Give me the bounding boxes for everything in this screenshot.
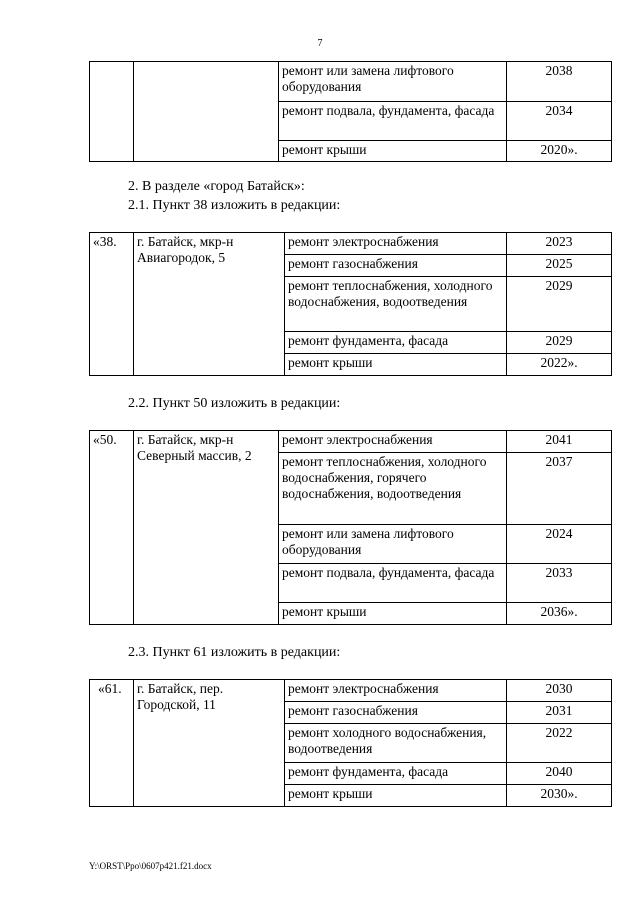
work-cell: ремонт электроснабжения <box>279 431 507 453</box>
work-cell: ремонт крыши <box>285 354 507 376</box>
work-cell: ремонт фундамента, фасада <box>285 763 507 785</box>
item-number: «61. <box>90 680 134 807</box>
address-cell <box>134 62 279 162</box>
paragraph-2-1: 2.1. Пункт 38 изложить в редакции: <box>128 198 341 213</box>
work-cell: ремонт или замена лифтового оборудования <box>279 62 507 102</box>
work-cell: ремонт теплоснабжения, холодного водоснабжения, горячего водоснабжения, водоотведения <box>279 453 507 525</box>
year-cell: 2030 <box>507 680 612 702</box>
item-number: «38. <box>90 233 134 376</box>
work-cell: ремонт газоснабжения <box>285 702 507 724</box>
year-cell: 2041 <box>507 431 612 453</box>
work-cell: ремонт крыши <box>279 141 507 162</box>
num-cell <box>90 62 134 162</box>
work-cell: ремонт или замена лифтового оборудования <box>279 525 507 564</box>
year-cell: 2022 <box>507 724 612 763</box>
footer-file-path: Y:\ORST\Ppo\0607p421.f21.docx <box>89 861 212 871</box>
year-cell: 2029 <box>507 332 612 354</box>
year-cell: 2020». <box>507 141 612 162</box>
year-cell: 2038 <box>507 62 612 102</box>
item-number: «50. <box>90 431 134 625</box>
year-cell: 2029 <box>507 277 612 332</box>
address-cell: г. Батайск, мкр-н Северный массив, 2 <box>134 431 279 625</box>
table-item-50 <box>89 430 612 625</box>
table-row <box>90 431 612 453</box>
work-cell: ремонт электроснабжения <box>285 680 507 702</box>
paragraph-2-2: 2.2. Пункт 50 изложить в редакции: <box>128 396 341 411</box>
table-row <box>90 62 612 102</box>
work-cell: ремонт электроснабжения <box>285 233 507 255</box>
work-cell: ремонт фундамента, фасада <box>285 332 507 354</box>
table-item-38 <box>89 232 612 376</box>
work-cell: ремонт крыши <box>279 603 507 625</box>
year-cell: 2036». <box>507 603 612 625</box>
table-item-61 <box>89 679 612 807</box>
paragraph-2-3: 2.3. Пункт 61 изложить в редакции: <box>128 645 341 660</box>
work-cell: ремонт холодного водоснабжения, водоотведения <box>285 724 507 763</box>
table-continuation <box>89 61 612 162</box>
year-cell: 2037 <box>507 453 612 525</box>
year-cell: 2034 <box>507 102 612 141</box>
work-cell: ремонт подвала, фундамента, фасада <box>279 102 507 141</box>
year-cell: 2022». <box>507 354 612 376</box>
work-cell: ремонт газоснабжения <box>285 255 507 277</box>
work-cell: ремонт крыши <box>285 785 507 807</box>
work-cell: ремонт подвала, фундамента, фасада <box>279 564 507 603</box>
page-number: 7 <box>317 38 323 49</box>
address-cell: г. Батайск, мкр-н Авиагородок, 5 <box>134 233 285 376</box>
year-cell: 2031 <box>507 702 612 724</box>
year-cell: 2024 <box>507 525 612 564</box>
year-cell: 2023 <box>507 233 612 255</box>
year-cell: 2040 <box>507 763 612 785</box>
table-row <box>90 233 612 255</box>
address-cell: г. Батайск, пер. Городской, 11 <box>134 680 285 807</box>
year-cell: 2025 <box>507 255 612 277</box>
table-row <box>90 680 612 702</box>
section-heading: 2. В разделе «город Батайск»: <box>128 179 305 194</box>
year-cell: 2030». <box>507 785 612 807</box>
year-cell: 2033 <box>507 564 612 603</box>
work-cell: ремонт теплоснабжения, холодного водоснабжения, водоотведения <box>285 277 507 332</box>
